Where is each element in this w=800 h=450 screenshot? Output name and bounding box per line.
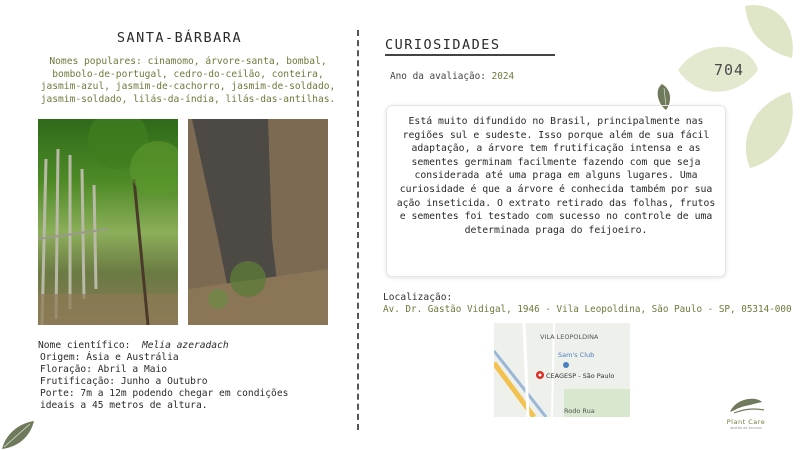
plant-care-logo bbox=[722, 394, 770, 430]
location-map[interactable] bbox=[494, 323, 630, 417]
scientific-name-value: Melia azeradach bbox=[141, 340, 229, 351]
map-ceagesp-label: CEAGESP - São Paulo bbox=[546, 372, 615, 380]
heading-underline bbox=[385, 54, 555, 56]
tree-photo-foliage bbox=[38, 119, 178, 325]
origin-row: Origem: Ásia e Austrália bbox=[40, 352, 179, 364]
evaluation-year bbox=[390, 71, 514, 82]
leaf-shape bbox=[745, 5, 793, 58]
logo-leaf-icon bbox=[726, 394, 766, 414]
tree-photo-trunk bbox=[188, 119, 328, 325]
decorative-leaf-bottom-left bbox=[0, 415, 40, 450]
flowering-row: Floração: Abril a Maio bbox=[40, 364, 168, 376]
year-label: Ano da avaliação: bbox=[390, 71, 486, 82]
location-label: Localização: bbox=[383, 292, 453, 303]
logo-tagline: gestão de árvores bbox=[730, 426, 762, 430]
scientific-name-label: Nome científico: bbox=[38, 340, 131, 351]
map-store-label: Sam's Club bbox=[558, 351, 595, 359]
map-road-label: Rodo Rua bbox=[564, 407, 595, 415]
size-row: Porte: 7m a 12m podendo chegar em condições ideais a 45 metros de altura. bbox=[40, 388, 289, 412]
fruiting-row: Frutificação: Junho a Outubro bbox=[40, 376, 208, 388]
logo-name: Plant Care bbox=[726, 418, 766, 426]
species-title: SANTA-BÁRBARA bbox=[116, 30, 243, 46]
popular-names: Nomes populares: cinamomo, árvore-santa, bombal, bombolo-de-portugal, cedro-do-ceilão, conteira, jasmim-azul, jasmim-de-cachorro, jasmim-de-soldado, jasmim-soldado, lilás-da-índia, lilás-das-antilhas. bbox=[40, 56, 336, 105]
map-neighborhood-label: VILA LEOPOLDINA bbox=[540, 333, 599, 341]
location-address[interactable]: Av. Dr. Gastão Vidigal, 1946 - Vila Leopoldina, São Paulo - SP, 05314-000 bbox=[383, 304, 792, 315]
species-details bbox=[38, 340, 338, 413]
curiosities-heading: CURIOSIDADES bbox=[385, 37, 501, 53]
curiosities-text: Está muito difundido no Brasil, principalmente nas regiões sul e sudeste. Isso porque além de sua fácil adaptação, a árvore tem frutificação intensa e as sementes germinam facilmente fazendo com que seja considerada até uma praga em alguns lugares. Uma curiosidade é que a árvore é conhecida também por sua ação inseticida. O extrato retirado das folhas, frutos e sementes foi testado com sucesso no controle de uma determinada praga do feijoeiro. bbox=[386, 105, 726, 277]
scientific-name-row bbox=[38, 340, 338, 352]
leaf-shape bbox=[746, 92, 793, 168]
store-pin-icon bbox=[563, 362, 569, 368]
year-value: 2024 bbox=[491, 71, 515, 82]
tree-number: 704 bbox=[714, 61, 745, 79]
column-divider bbox=[357, 30, 359, 430]
